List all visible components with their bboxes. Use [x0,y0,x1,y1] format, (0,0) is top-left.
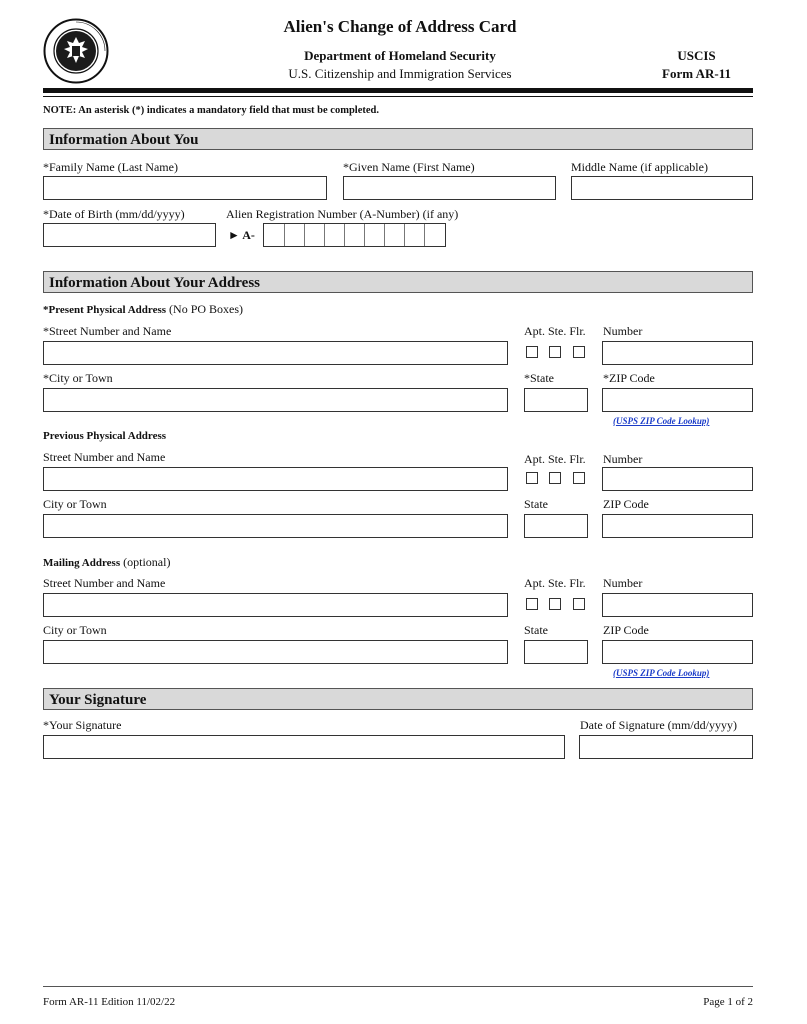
previous-ste-checkbox[interactable] [549,472,561,484]
footer-rule [43,986,753,987]
header-rule-thin [43,96,753,97]
footer-edition: Form AR-11 Edition 11/02/22 [43,996,176,1008]
present-number-label: Number [603,324,643,338]
present-apt-label: Apt. Ste. Flr. [524,324,586,338]
present-street-input[interactable] [43,341,508,365]
present-state-label: *State [524,371,554,385]
present-street-label: *Street Number and Name [43,324,172,338]
present-zip-label: *ZIP Code [603,371,655,385]
section-heading-you: Information About You [43,128,753,150]
agency-short: USCIS [677,48,716,63]
agency-name: U.S. Citizenship and Immigration Services [288,66,512,81]
present-apt-checkbox[interactable] [526,346,538,358]
footer-page-number: Page 1 of 2 [703,996,753,1008]
signature-label: *Your Signature [43,718,122,732]
mailing-flr-checkbox[interactable] [573,598,585,610]
middle-name-label: Middle Name (if applicable) [571,160,708,174]
present-zip-input[interactable] [602,388,753,412]
anumber-digit-divider [304,224,305,246]
previous-street-label: Street Number and Name [43,450,166,464]
anumber-digit-divider [324,224,325,246]
mailing-zip-label: ZIP Code [603,623,649,637]
section-heading-signature: Your Signature [43,688,753,710]
previous-zip-input[interactable] [602,514,753,538]
present-city-label: *City or Town [43,371,113,385]
previous-street-input[interactable] [43,467,508,491]
anumber-digit-divider [344,224,345,246]
mailing-city-label: City or Town [43,623,107,637]
signature-date-input[interactable] [579,735,753,759]
previous-number-label: Number [603,452,643,466]
dhs-seal-icon [43,18,109,84]
mailing-street-label: Street Number and Name [43,576,166,590]
mailing-address-note: (optional) [120,555,171,569]
previous-address-title: Previous Physical Address [43,430,167,442]
anumber-digit-divider [284,224,285,246]
present-ste-checkbox[interactable] [549,346,561,358]
present-address-title [43,302,243,317]
mailing-street-input[interactable] [43,593,508,617]
mailing-state-input[interactable] [524,640,588,664]
signature-input[interactable] [43,735,565,759]
present-flr-checkbox[interactable] [573,346,585,358]
family-name-label: *Family Name (Last Name) [43,160,178,174]
previous-city-input[interactable] [43,514,508,538]
form-number: Form AR-11 [662,66,731,81]
mandatory-note: NOTE: An asterisk (*) indicates a mandatory field that must be completed. [43,105,379,116]
present-zip-lookup-link[interactable]: (USPS ZIP Code Lookup) [613,416,710,426]
previous-apt-checkbox[interactable] [526,472,538,484]
anumber-input[interactable] [263,223,446,247]
present-number-input[interactable] [602,341,753,365]
section-heading-address: Information About Your Address [43,271,753,293]
middle-name-input[interactable] [571,176,753,200]
mailing-state-label: State [524,623,548,637]
anumber-digit-divider [384,224,385,246]
anumber-digit-divider [404,224,405,246]
previous-number-input[interactable] [602,467,753,491]
mailing-zip-input[interactable] [602,640,753,664]
anumber-prefix: ► A- [228,228,255,242]
form-title: Alien's Change of Address Card [283,17,517,36]
present-address-note: (No PO Boxes) [166,302,244,316]
given-name-input[interactable] [343,176,556,200]
mailing-ste-checkbox[interactable] [549,598,561,610]
dhs-seal [43,18,109,84]
previous-state-input[interactable] [524,514,588,538]
given-name-label: *Given Name (First Name) [343,160,475,174]
anumber-digit-divider [424,224,425,246]
previous-city-label: City or Town [43,497,107,511]
dob-label: *Date of Birth (mm/dd/yyyy) [43,207,185,221]
previous-flr-checkbox[interactable] [573,472,585,484]
mailing-city-input[interactable] [43,640,508,664]
present-state-input[interactable] [524,388,588,412]
family-name-input[interactable] [43,176,327,200]
mailing-zip-lookup-link[interactable]: (USPS ZIP Code Lookup) [613,668,710,678]
anumber-label: Alien Registration Number (A-Number) (if any) [226,207,459,221]
previous-zip-label: ZIP Code [603,497,649,511]
signature-date-label: Date of Signature (mm/dd/yyyy) [580,718,737,732]
mailing-apt-checkbox[interactable] [526,598,538,610]
anumber-digit-divider [364,224,365,246]
dob-input[interactable] [43,223,216,247]
present-city-input[interactable] [43,388,508,412]
previous-apt-label: Apt. Ste. Flr. [524,452,586,466]
mailing-address-title [43,555,170,570]
department-name: Department of Homeland Security [304,48,496,63]
header-rule-thick [43,88,753,93]
mailing-apt-label: Apt. Ste. Flr. [524,576,586,590]
present-address-title-text: *Present Physical Address [43,304,167,316]
mailing-number-input[interactable] [602,593,753,617]
mailing-number-label: Number [603,576,643,590]
mailing-address-title-text: Mailing Address [43,557,121,569]
previous-state-label: State [524,497,548,511]
